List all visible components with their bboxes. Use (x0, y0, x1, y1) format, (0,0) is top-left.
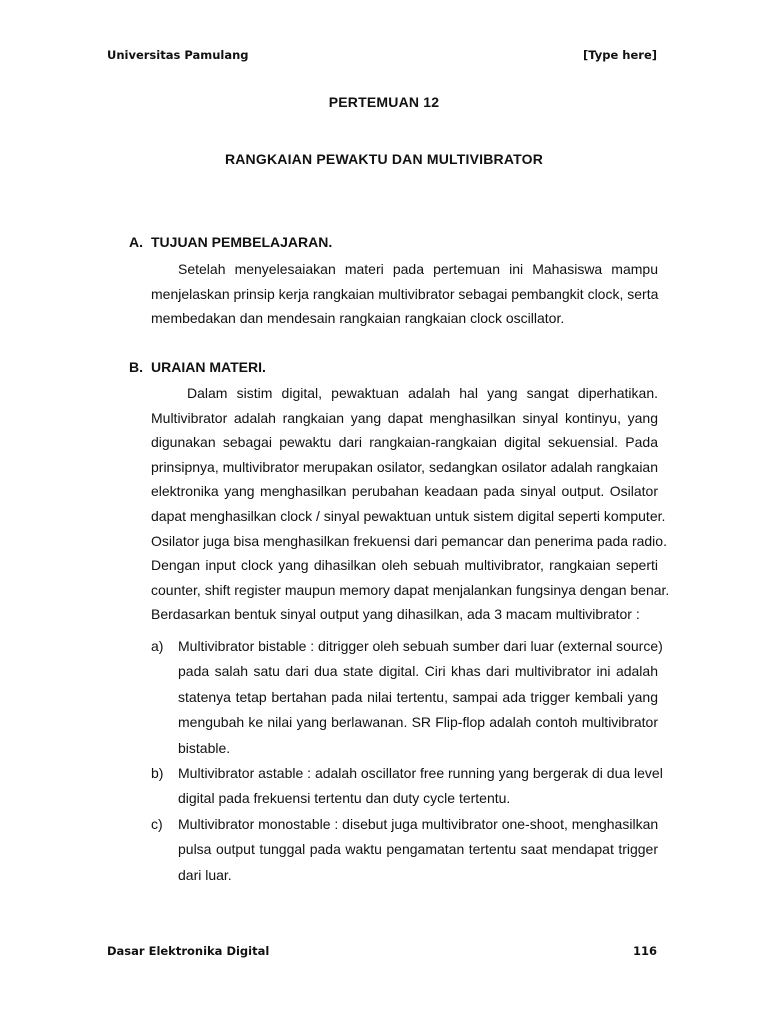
paragraph-line: Dengan input clock yang dihasilkan oleh sebuah multivibrator, rangkaian seperti (151, 557, 658, 574)
paragraph-line: menjelaskan prinsip kerja rangkaian multivibrator sebagai pembangkit clock, serta (151, 285, 659, 302)
list-item-bistable (151, 634, 663, 761)
paragraph-line: dapat menghasilkan clock / sinyal pewaktuan untuk sistem digital seperti komputer. (151, 507, 666, 524)
list-item-line: bistable. (178, 739, 231, 756)
list-item-line: digital pada frekuensi tertentu dan duty cycle tertentu. (178, 790, 511, 807)
paragraph-line: digunakan sebagai pewaktu dari rangkaian-rangkaian digital sekuensial. Pada (151, 434, 658, 451)
list-item-line: Multivibrator bistable : ditrigger oleh sebuah sumber dari luar (external source) (178, 638, 663, 654)
meeting-title: PERTEMUAN 12 (328, 94, 440, 110)
running-footer (107, 944, 657, 958)
chapter-title: RANGKAIAN PEWAKTU DAN MULTIVIBRATOR (224, 151, 544, 167)
list-item-line: Multivibrator astable : adalah oscillator free running yang bergerak di dua level (178, 765, 663, 782)
paragraph-line: elektronika yang menghasilkan perubahan keadaan pada sinyal output. Osilator (151, 483, 658, 500)
list-item-line: dari luar. (178, 866, 232, 883)
running-header (107, 48, 657, 62)
paragraph-line: membedakan dan mendesain rangkaian rangkaian clock oscillator. (151, 310, 565, 327)
paragraph-line: Dalam sistim digital, pewaktuan adalah hal yang sangat diperhatikan. (187, 385, 658, 401)
paragraph-line: prinsipnya, multivibrator merupakan osilator, sedangkan osilator adalah rangkaian (151, 458, 658, 475)
multivibrator-type-list (151, 634, 663, 888)
list-marker: b) (151, 765, 164, 782)
section-b-title: URAIAN MATERI. (151, 359, 266, 375)
paragraph-line: Berdasarkan bentuk sinyal output yang dihasilkan, ada 3 macam multivibrator : (151, 606, 640, 623)
section-b-heading (129, 359, 266, 375)
header-placeholder: [Type here] (583, 48, 657, 62)
paragraph-line: Multivibrator adalah rangkaian yang dapat menghasilkan sinyal kontinyu, yang (151, 409, 658, 426)
list-item-line: pada salah satu dari dua state digital. Ciri khas dari multivibrator ini adalah (178, 663, 658, 680)
section-a-heading (129, 234, 332, 250)
paragraph-line: Setelah menyelesaiakan materi pada pertemuan ini Mahasiswa mampu (178, 261, 658, 277)
list-item-monostable (151, 812, 658, 888)
list-marker: a) (151, 638, 164, 654)
header-institution: Universitas Pamulang (107, 48, 249, 62)
section-a-letter: A. (129, 234, 143, 250)
section-b-letter: B. (129, 359, 143, 375)
list-item-astable (151, 761, 663, 812)
paragraph-line: Osilator juga bisa menghasilkan frekuensi dari pemancar dan penerima pada radio. (151, 532, 667, 549)
list-item-line: Multivibrator monostable : disebut juga multivibrator one-shoot, menghasilkan (178, 815, 659, 832)
footer-course-title: Dasar Elektronika Digital (107, 944, 270, 958)
list-item-line: mengubah ke nilai yang berlawanan. SR Flip-flop adalah contoh multivibrator (178, 714, 658, 731)
list-item-line: pulsa output tunggal pada waktu pengamatan tertentu saat mendapat trigger (178, 841, 658, 858)
section-a-paragraph (151, 257, 658, 331)
section-b-paragraph (151, 381, 670, 627)
list-marker: c) (151, 815, 163, 832)
page-number: 116 (632, 944, 657, 958)
section-a-title: TUJUAN PEMBELAJARAN. (151, 234, 333, 250)
paragraph-line: counter, shift register maupun memory dapat menjalankan fungsinya dengan benar. (151, 581, 670, 598)
list-item-line: statenya tetap bertahan pada nilai tertentu, sampai ada trigger kembali yang (178, 688, 658, 705)
